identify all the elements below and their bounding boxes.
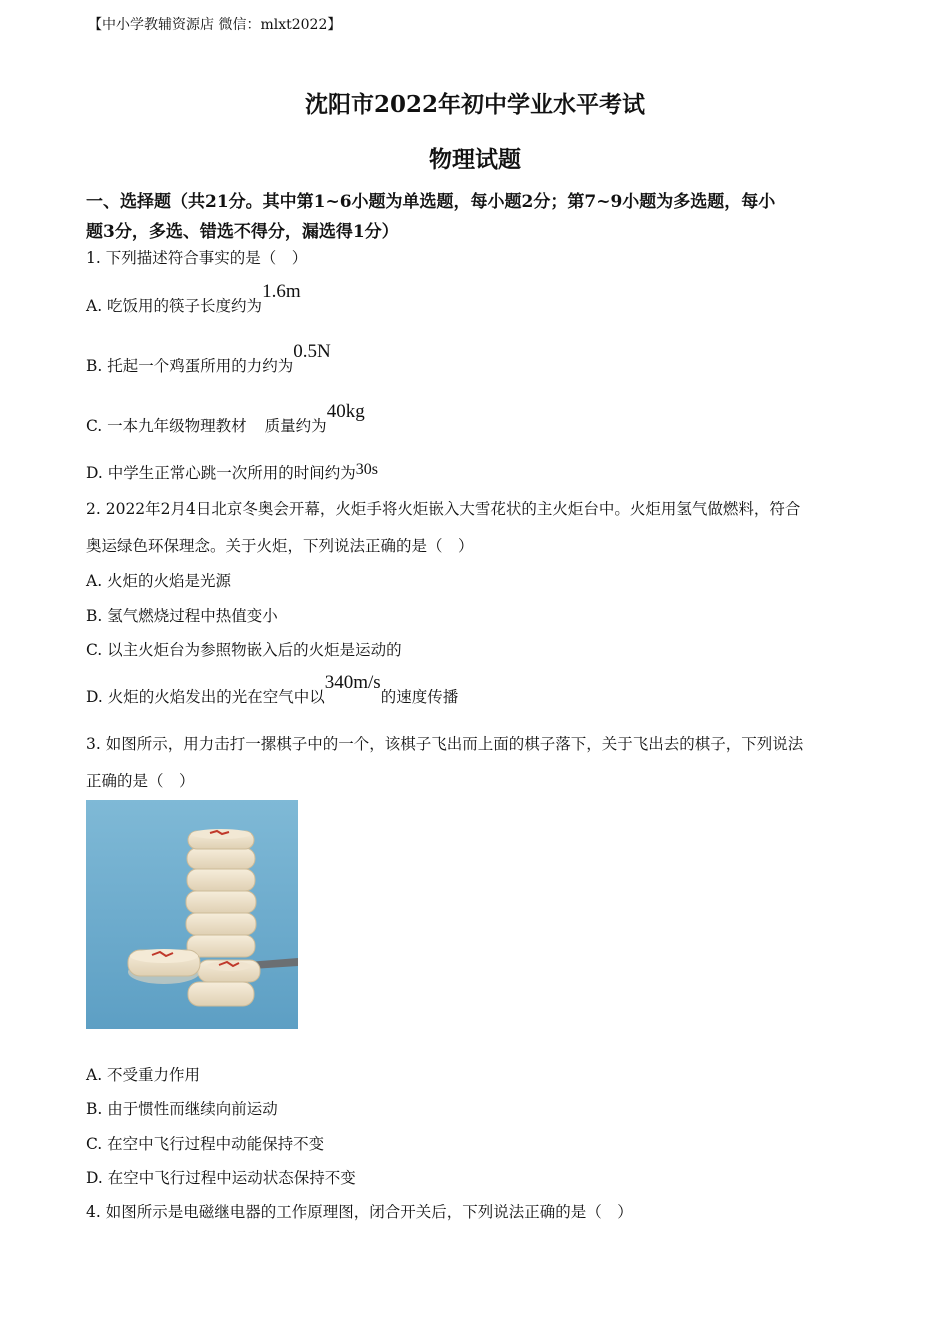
question-3-option-b: B. 由于惯性而继续向前运动 — [86, 1100, 278, 1118]
question-3-stem-line2: 正确的是（ ） — [86, 772, 195, 790]
option-d-text: D. 中学生正常心跳一次所用的时间约为 — [86, 464, 356, 482]
question-2-stem-line2: 奥运绿色环保理念。关于火炬，下列说法正确的是（ ） — [86, 537, 474, 555]
page-header: 【中小学教辅资源店 微信：mlxt2022】 — [88, 17, 342, 33]
question-1-stem: 1. 下列描述符合事实的是（ ） — [86, 249, 308, 267]
question-1-option-b — [86, 341, 331, 377]
question-3-option-a: A. 不受重力作用 — [86, 1066, 201, 1084]
question-2-stem-line1: 2. 2022年2月4日北京冬奥会开幕，火炬手将火炬嵌入大雪花状的主火炬台中。火炬用氢气做燃料，符合 — [86, 500, 801, 518]
question-1-option-d — [86, 461, 378, 483]
question-4-stem: 4. 如图所示是电磁继电器的工作原理图，闭合开关后，下列说法正确的是（ ） — [86, 1203, 633, 1221]
question-2-option-d — [86, 672, 459, 708]
question-2-option-c: C. 以主火炬台为参照物嵌入后的火炬是运动的 — [86, 641, 402, 659]
question-1-option-a — [86, 281, 301, 317]
option-a-value: 1.6m — [262, 281, 301, 302]
question-1-option-c — [86, 401, 365, 437]
option-c-value: 40kg — [326, 401, 365, 422]
option-b-text: B. 托起一个鸡蛋所用的力约为 — [86, 357, 294, 375]
question-2-option-a: A. 火炬的火焰是光源 — [86, 572, 232, 590]
question-3-option-c: C. 在空中飞行过程中动能保持不变 — [86, 1135, 325, 1153]
option-c-text: C. 一本九年级物理教材 — [86, 417, 247, 435]
option-d-value: 30s — [355, 461, 378, 478]
q2-option-d-text: D. 火炬的火焰发出的光在空气中以 — [86, 688, 325, 706]
q2-option-d-value: 340m/s — [324, 672, 381, 693]
option-b-value: 0.5N — [293, 341, 331, 362]
question-3-stem-line1: 3. 如图所示，用力击打一摞棋子中的一个，该棋子飞出而上面的棋子落下，关于飞出去的棋子，下列说法 — [86, 735, 804, 753]
section-instructions-line1: 一、选择题（共21分。其中第1~6小题为单选题，每小题2分；第7~9小题为多选题，每小 — [86, 192, 776, 212]
question-3-option-d: D. 在空中飞行过程中运动状态保持不变 — [86, 1169, 356, 1187]
exam-title: 沈阳市2022年初中学业水平考试 — [304, 91, 645, 118]
option-a-text: A. 吃饭用的筷子长度约为 — [86, 297, 263, 315]
exam-subtitle: 物理试题 — [429, 146, 521, 173]
option-c-text-2: 质量约为 — [264, 417, 327, 435]
question-2-option-b: B. 氢气燃烧过程中热值变小 — [86, 607, 278, 625]
chess-pieces-photo — [86, 800, 298, 1029]
q2-option-d-tail: 的速度传播 — [380, 688, 459, 706]
section-instructions-line2: 题3分，多选、错选不得分，漏选得1分） — [86, 222, 399, 242]
